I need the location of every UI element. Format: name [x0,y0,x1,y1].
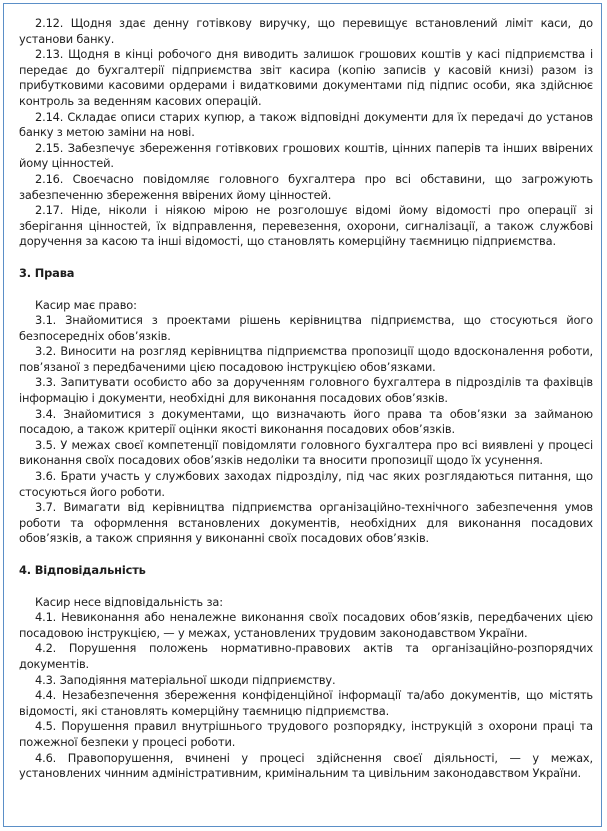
responsibility-item: 4.1. Невиконання або неналежне виконання своїх посадових обов’язків, передбачених цією посадовою інструкцією, — у межах, установлених трудовим законодавством України. [19,610,593,640]
rights-intro: Касир має право: [35,297,137,312]
section-spacer [19,547,593,563]
responsibility-item: 4.6. Правопорушення, вчинені у процесі здійснення своєї діяльності, — у межах, установлених чинним адміністративним, кримінальним та цивільним законодавством України. [19,750,593,781]
responsibility-intro: Касир несе відповідальність за: [35,594,223,609]
rights-item: 3.6. Брати участь у службових заходах підрозділу, під час яких розглядаються питання, що стосуються його роботи. [19,469,593,499]
duty-item: 2.13. Щодня в кінці робочого дня виводить залишок грошових коштів у касі підприємства і передає до бухгалтерії підприємства звіт касира (копію записів у касовій книзі) разом із прибутковими касовими ордерами і видатковими документами під підпис особи, яка здійснює контроль за веденням касових операцій. [19,47,593,108]
duty-item: 2.12. Щодня здає денну готівкову виручку, що перевищує встановлений ліміт каси, до установи банку. [19,16,593,46]
section-spacer [19,282,593,298]
document-frame [3,3,602,827]
rights-item: 3.5. У межах своєї компетенції повідомляти головного бухгалтера про всі виявлені у процесі виконання своїх посадових обов’язків недоліки та вносити пропозиції щодо їх усунення. [19,437,593,468]
rights-item: 3.3. Запитувати особисто або за дорученням головного бухгалтера в підрозділів та фахівців інформацію і документи, необхідні для виконання посадових обов’язків. [19,375,593,406]
duty-item: 2.16. Своєчасно повідомляє головного бухгалтера про всі обставини, що загрожують забезпеченню збереження ввірених йому цінностей. [19,171,593,202]
section-heading-rights: 3. Права [19,265,75,280]
duty-item: 2.17. Ніде, ніколи і ніякою мірою не розголошує відомі йому відомості про операції зі зберігання цінностей, їх відправлення, перевезення, охорони, сигналізації, а також службові доручення за касою та інші відомості, що становлять комерційну таємницю підприємства. [19,203,593,249]
responsibility-item: 4.2. Порушення положень нормативно-правових актів та організаційно-розпорядчих документів. [19,641,593,671]
section-spacer [19,250,593,266]
rights-item: 3.1. Знайомитися з проектами рішень керівництва підприємства, що стосуються його безпосередніх обов’язків. [19,313,593,343]
responsibility-item: 4.3. Заподіяння матеріальної шкоди підприємству. [35,672,336,687]
duty-item: 2.14. Складає описи старих купюр, а також відповідні документи для їх передачі до установ банку з метою заміни на нові. [19,109,593,140]
rights-item: 3.7. Вимагати від керівництва підприємства організаційно-технічного забезпечення умов роботи та оформлення встановлених документів, необхідних для виконання посадових обов’язків, а також сприяння у виконанні своїх посадових обов’язків. [19,500,593,546]
responsibility-item: 4.5. Порушення правил внутрішнього трудового розпорядку, інструкцій з охорони праці та пожежної безпеки у процесі роботи. [19,719,593,749]
section-heading-responsibility: 4. Відповідальність [19,563,146,577]
document-body [19,16,593,782]
rights-item: 3.4. Знайомитися з документами, що визначають його права та обов’язки за займаною посадою, а також критерії оцінки якості виконання посадових обов’язків. [19,406,593,437]
rights-item: 3.2. Виносити на розгляд керівництва підприємства пропозиції щодо вдосконалення роботи, пов’язаної з передбаченими цією посадовою інструкцією обов’язками. [19,344,593,374]
duty-item: 2.15. Забезпечує збереження готівкових грошових коштів, цінних паперів та інших ввірених йому цінностей. [19,140,593,171]
responsibility-item: 4.4. Незабезпечення збереження конфіденційної інформації та/або документів, що містять відомості, які становлять комерційну таємницю підприємства. [19,688,593,718]
section-spacer [19,579,593,595]
